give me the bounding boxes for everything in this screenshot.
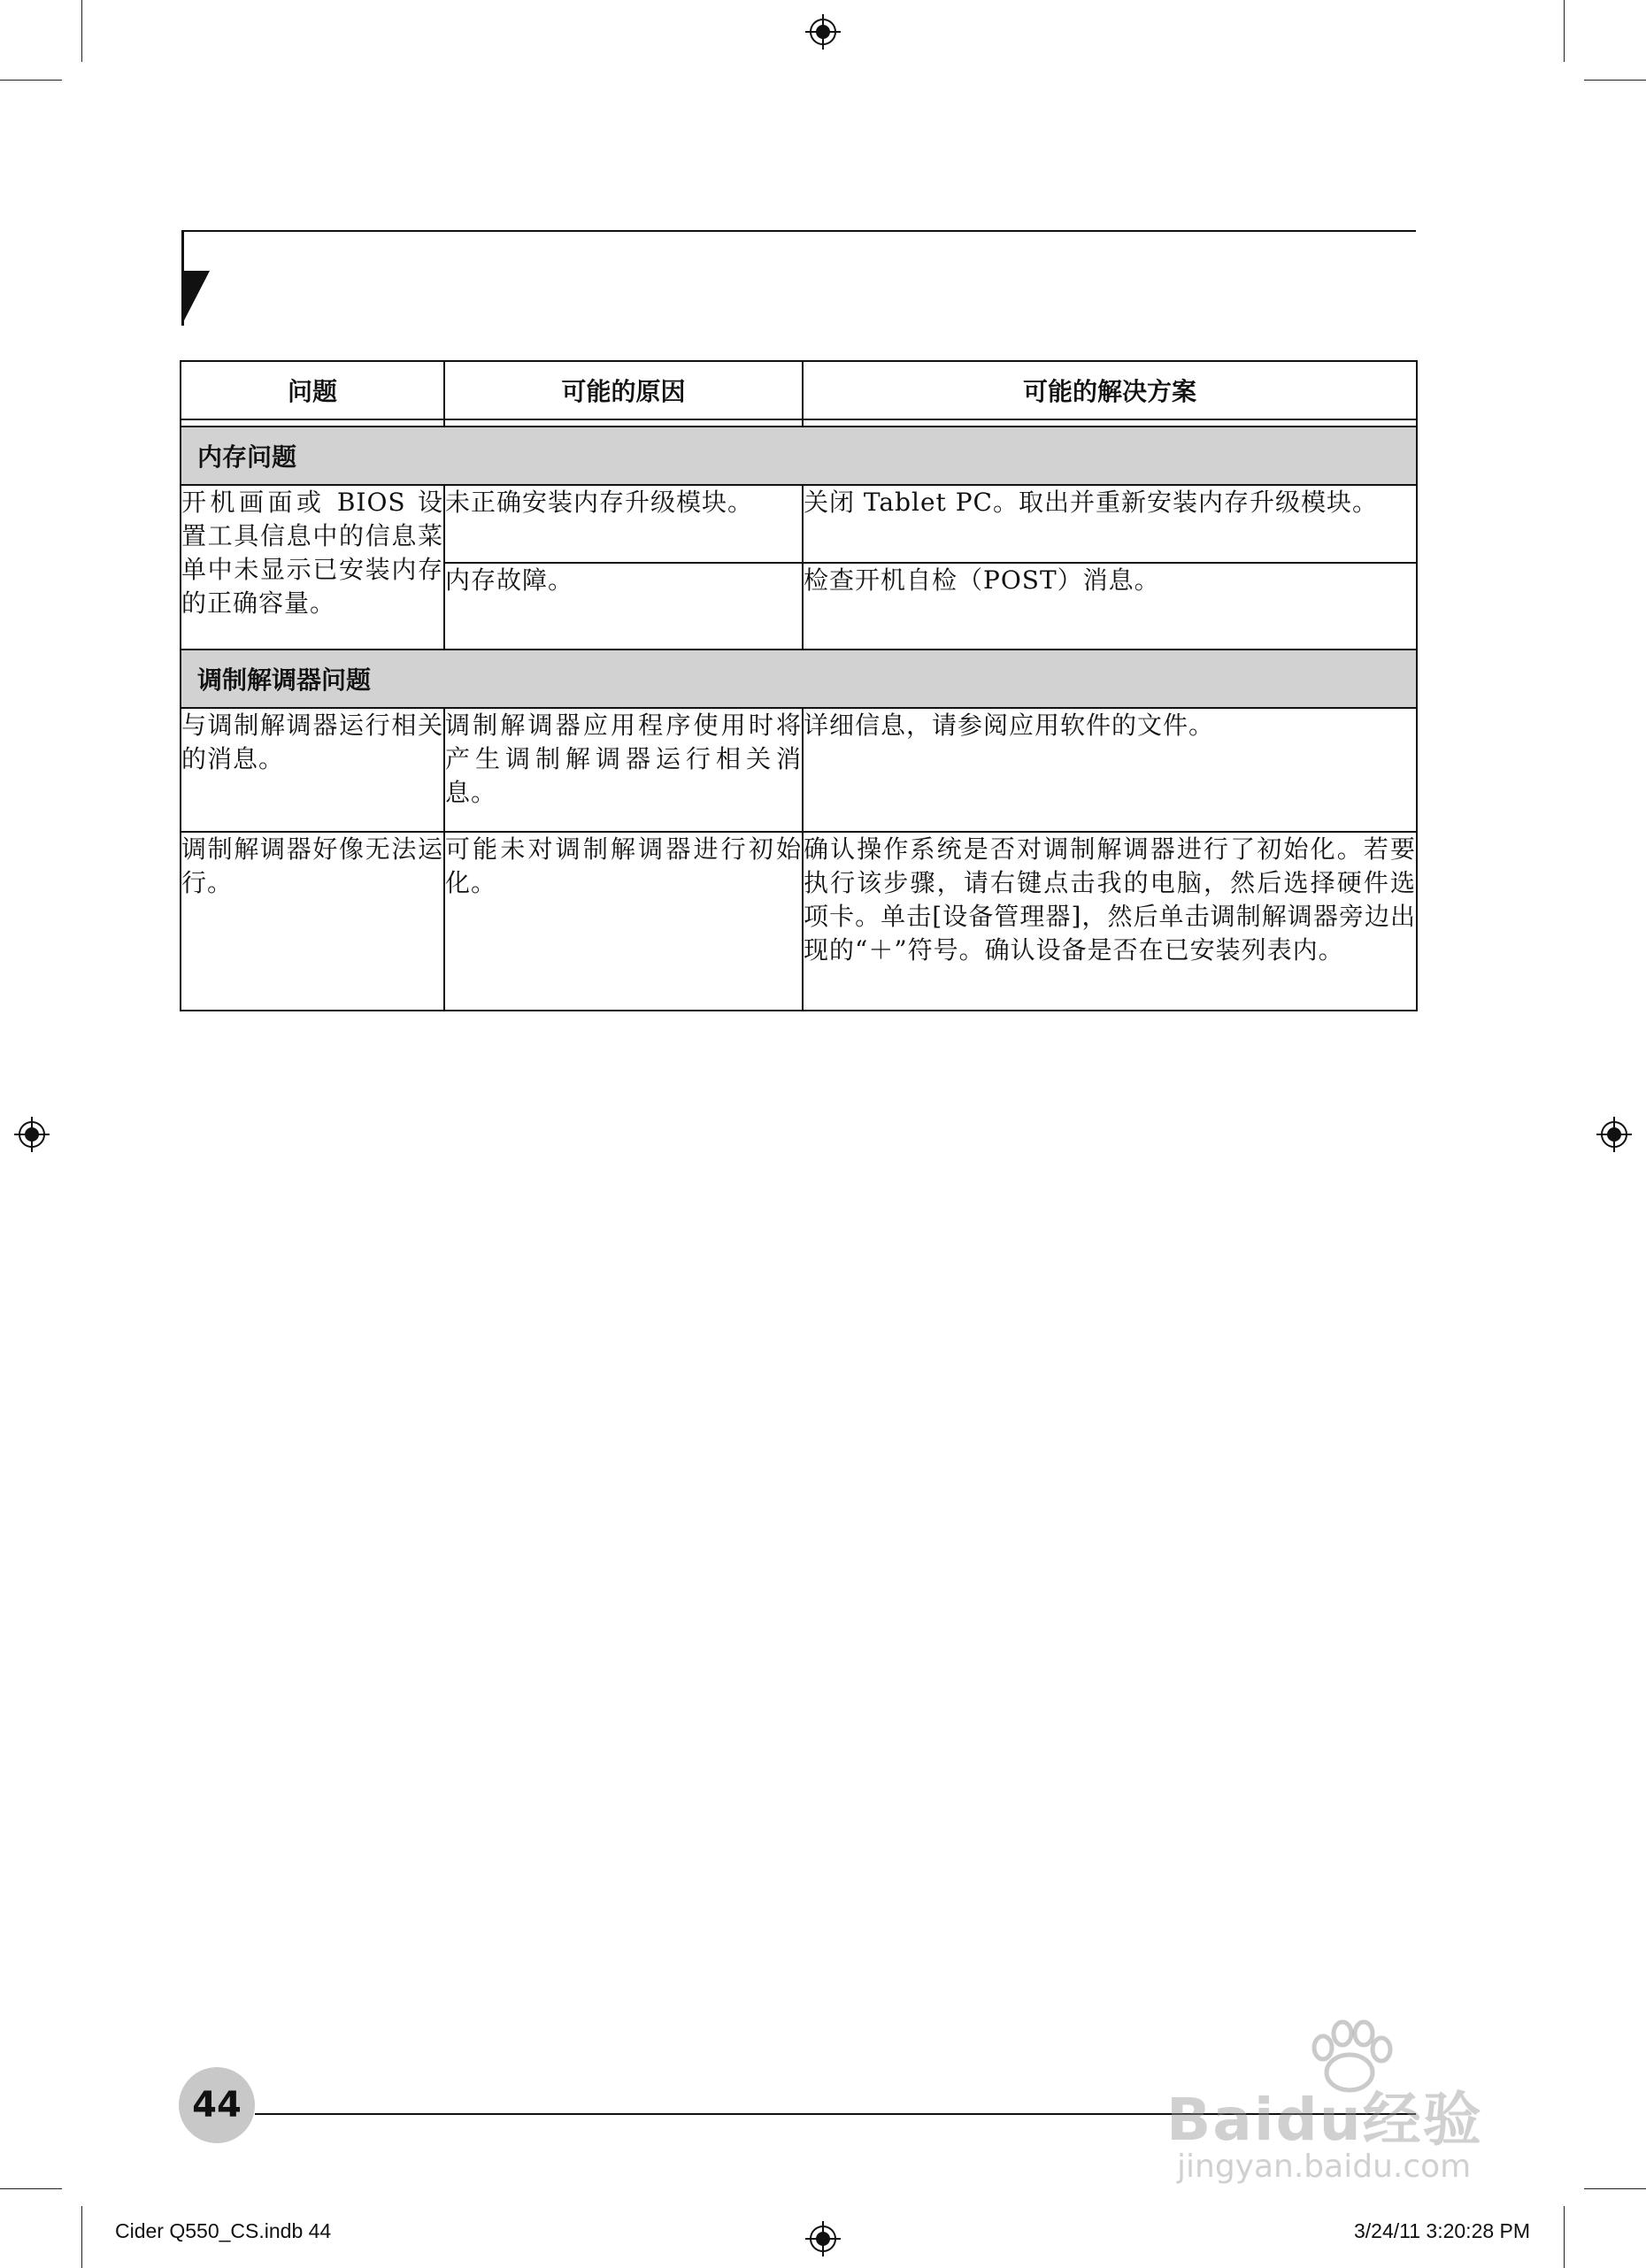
cause-cell: 可能未对调制解调器进行初始化。: [444, 832, 803, 1011]
registration-mark-icon: [14, 1117, 50, 1152]
registration-mark-icon: [1596, 1117, 1632, 1152]
header-cause: 可能的原因: [444, 361, 803, 419]
section-row-modem: [181, 650, 1417, 708]
table-row: [181, 485, 1417, 563]
crop-mark: [81, 0, 82, 62]
solution-cell: 检查开机自检（POST）消息。: [803, 563, 1417, 650]
section-title: 内存问题: [181, 427, 1417, 485]
registration-mark-icon: [805, 14, 841, 50]
table-row: [181, 708, 1417, 832]
header-gap-row: [181, 419, 1417, 427]
crop-mark: [0, 80, 62, 81]
watermark-url: jingyan.baidu.com: [1177, 2149, 1472, 2185]
solution-cell: 关闭 Tablet PC。取出并重新安装内存升级模块。: [803, 485, 1417, 563]
page-number: 44: [192, 2085, 242, 2126]
registration-mark-icon: [805, 2221, 841, 2256]
cause-cell: 调制解调器应用程序使用时将产生调制解调器运行相关消息。: [444, 708, 803, 832]
section-title: 调制解调器问题: [181, 650, 1417, 708]
header-problem: 问题: [181, 361, 444, 419]
cause-cell: 内存故障。: [444, 563, 803, 650]
slug-file-name: Cider Q550_CS.indb 44: [115, 2219, 332, 2242]
crop-mark: [1584, 2188, 1646, 2189]
header-wedge-icon: [181, 271, 210, 326]
crop-mark: [1564, 2206, 1565, 2268]
slug-timestamp: 3/24/11 3:20:28 PM: [1354, 2219, 1531, 2242]
troubleshooting-table: [180, 360, 1418, 1011]
header-solution: 可能的解决方案: [803, 361, 1417, 419]
table-row: [181, 832, 1417, 1011]
header-rule: [181, 230, 1416, 232]
problem-cell: 与调制解调器运行相关的消息。: [181, 708, 444, 832]
section-row-memory: [181, 427, 1417, 485]
solution-cell: 确认操作系统是否对调制解调器进行了初始化。若要执行该步骤，请右键点击我的电脑，然后选择硬件选项卡。单击[设备管理器]，然后单击调制解调器旁边出现的“＋”符号。确认设备是否在已安装列表内。: [803, 832, 1417, 1011]
problem-cell: 调制解调器好像无法运行。: [181, 832, 444, 1011]
solution-cell: 详细信息，请参阅应用软件的文件。: [803, 708, 1417, 832]
crop-mark: [1564, 0, 1565, 62]
crop-mark: [81, 2206, 82, 2268]
cause-cell: 未正确安装内存升级模块。: [444, 485, 803, 563]
table-header-row: [181, 361, 1417, 419]
crop-mark: [1584, 80, 1646, 81]
watermark-brand: Baidu经验: [1166, 2086, 1483, 2154]
crop-mark: [0, 2188, 62, 2189]
problem-cell: 开机画面或 BIOS 设置工具信息中的信息菜单中未显示已安装内存的正确容量。: [181, 485, 444, 650]
